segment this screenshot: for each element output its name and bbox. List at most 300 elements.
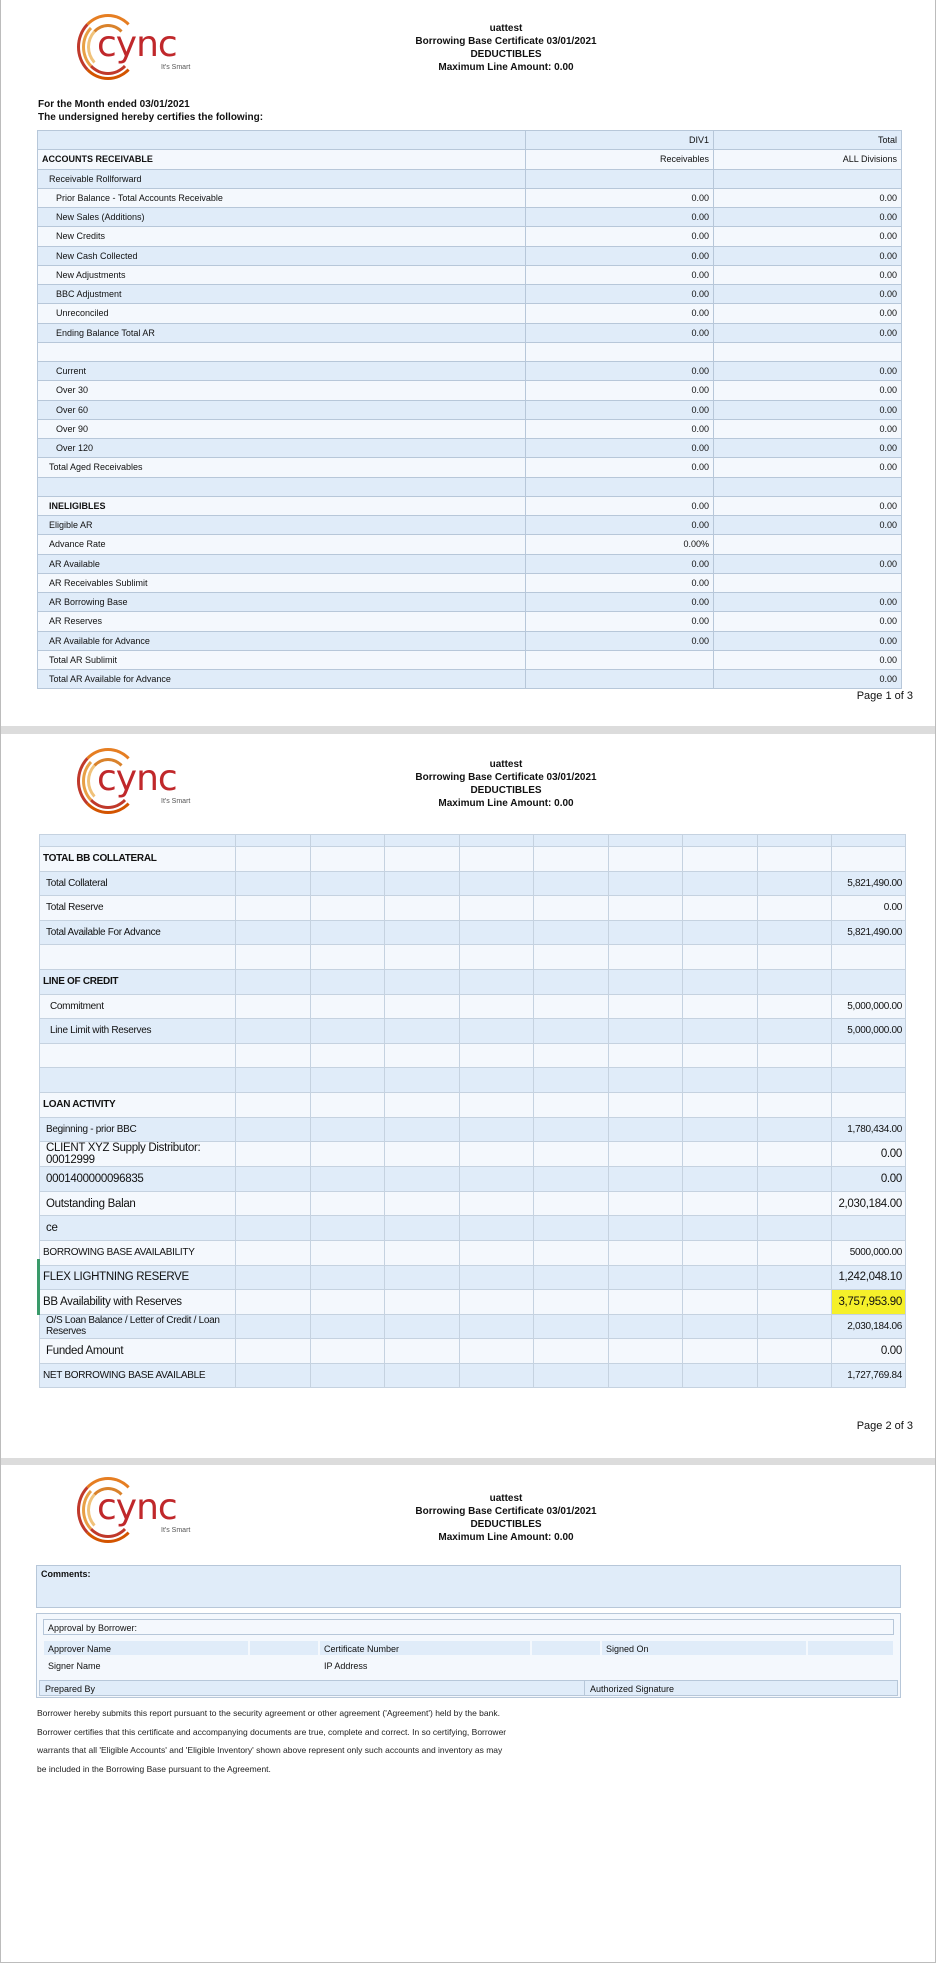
header-max-line: Maximum Line Amount: 0.00 [438, 1532, 574, 1543]
total-value [714, 573, 902, 592]
empty-cell [534, 1240, 609, 1265]
page-3 [1, 1465, 935, 1962]
table-row [38, 208, 902, 227]
empty-cell [385, 1092, 460, 1117]
empty-cell [534, 1363, 609, 1388]
empty-cell [310, 1092, 385, 1117]
logo-wordmark: cync [97, 24, 177, 65]
empty-cell [236, 896, 311, 921]
row-label: Over 60 [38, 400, 526, 419]
row-label: New Credits [38, 227, 526, 246]
empty-cell [310, 1339, 385, 1364]
empty-cell [683, 1068, 758, 1093]
empty-cell [385, 896, 460, 921]
row-label: NET BORROWING BASE AVAILABLE [40, 1363, 236, 1388]
empty-cell [683, 1339, 758, 1364]
row-label: ce [40, 1216, 236, 1241]
total-value: 0.00 [714, 496, 902, 515]
empty-cell [608, 871, 683, 896]
empty-cell [757, 1363, 832, 1388]
header-subtitle: DEDUCTIBLES [470, 785, 542, 796]
table-row [38, 458, 902, 477]
empty-cell [534, 1092, 609, 1117]
row-label: Receivable Rollforward [38, 169, 526, 188]
row-label: Over 90 [38, 419, 526, 438]
empty-cell [459, 847, 534, 872]
row-label: Total AR Sublimit [38, 650, 526, 669]
empty-cell [534, 847, 609, 872]
row-label: New Cash Collected [38, 246, 526, 265]
div1-value: 0.00 [526, 516, 714, 535]
row-value [832, 1216, 906, 1241]
row-label: BORROWING BASE AVAILABILITY [40, 1240, 236, 1265]
empty-cell [459, 994, 534, 1019]
empty-cell [608, 1339, 683, 1364]
row-label: LOAN ACTIVITY [40, 1092, 236, 1117]
row-label [40, 1068, 236, 1093]
empty-cell [385, 1314, 460, 1339]
total-value [714, 169, 902, 188]
row-value: 1,242,048.10 [832, 1265, 906, 1290]
signed-on-label: Signed On [601, 1640, 807, 1656]
div1-value: 0.00 [526, 285, 714, 304]
page-2 [1, 734, 935, 1458]
highlighted-value: 3,757,953.90 [832, 1290, 906, 1315]
prepared-by-row [39, 1680, 898, 1696]
empty-cell [757, 994, 832, 1019]
table-row [38, 496, 902, 515]
empty-cell [459, 1068, 534, 1093]
div1-value: 0.00 [526, 439, 714, 458]
empty-cell [534, 1068, 609, 1093]
empty-cell [534, 896, 609, 921]
empty-cell [310, 871, 385, 896]
certificate-header [331, 758, 681, 810]
signer-name-label: Signer Name [43, 1657, 249, 1673]
prepared-by-label: Prepared By [45, 1684, 96, 1694]
empty-cell [608, 1191, 683, 1216]
signed-on-value [807, 1640, 894, 1656]
row-value: 5,000,000.00 [832, 994, 906, 1019]
div1-value: 0.00 [526, 612, 714, 631]
empty-cell [608, 969, 683, 994]
empty-cell [757, 1167, 832, 1192]
row-value: 1,780,434.00 [832, 1117, 906, 1142]
table-row [38, 342, 902, 361]
empty-cell [236, 1216, 311, 1241]
empty-cell [236, 1265, 311, 1290]
empty-cell [683, 1363, 758, 1388]
table-row [40, 969, 906, 994]
certifies-text: The undersigned hereby certifies the following: [38, 112, 264, 123]
table-row [40, 871, 906, 896]
total-value [714, 477, 902, 496]
table-row [38, 285, 902, 304]
empty-cell [608, 1092, 683, 1117]
header-title: Borrowing Base Certificate 03/01/2021 [415, 36, 597, 47]
empty-cell [310, 920, 385, 945]
row-label: Total Collateral [40, 871, 236, 896]
empty-cell [608, 835, 683, 847]
authorized-signature-label: Authorized Signature [590, 1684, 675, 1694]
total-value: 0.00 [714, 458, 902, 477]
empty-cell [385, 1216, 460, 1241]
div1-value: 0.00 [526, 593, 714, 612]
empty-cell [683, 1314, 758, 1339]
total-value: 0.00 [714, 362, 902, 381]
empty-cell [459, 1240, 534, 1265]
total-value [714, 342, 902, 361]
row-value: 0.00 [832, 896, 906, 921]
empty-cell [683, 1216, 758, 1241]
row-label: ACCOUNTS RECEIVABLE [38, 150, 526, 169]
row-value: 0.00 [832, 1339, 906, 1364]
logo-wordmark: cync [97, 1487, 177, 1528]
empty-cell [534, 1019, 609, 1044]
empty-cell [459, 1314, 534, 1339]
row-label: Outstanding Balan [40, 1191, 236, 1216]
empty-cell [608, 1240, 683, 1265]
empty-cell [608, 1216, 683, 1241]
empty-cell [757, 1240, 832, 1265]
row-label: Eligible AR [38, 516, 526, 535]
empty-cell [757, 871, 832, 896]
table-row [38, 439, 902, 458]
total-value: 0.00 [714, 650, 902, 669]
empty-cell [534, 1167, 609, 1192]
empty-cell [757, 847, 832, 872]
empty-cell [310, 1216, 385, 1241]
empty-cell [534, 1117, 609, 1142]
row-label: Unreconciled [38, 304, 526, 323]
empty-cell [385, 1191, 460, 1216]
empty-cell [236, 969, 311, 994]
empty-cell [683, 847, 758, 872]
row-value: 5,000,000.00 [832, 1019, 906, 1044]
table-row [40, 1265, 906, 1290]
table-row [38, 323, 902, 342]
row-label: AR Available for Advance [38, 631, 526, 650]
empty-cell [757, 1339, 832, 1364]
header-subtitle: DEDUCTIBLES [470, 49, 542, 60]
table-row [40, 1240, 906, 1265]
row-label: Line Limit with Reserves [40, 1019, 236, 1044]
empty-cell [236, 1117, 311, 1142]
empty-cell [757, 1265, 832, 1290]
div1-value: 0.00 [526, 400, 714, 419]
div1-value: 0.00 [526, 188, 714, 207]
collateral-table [39, 834, 906, 1388]
table-row [38, 612, 902, 631]
comments-box[interactable] [36, 1565, 901, 1608]
table-row [38, 227, 902, 246]
legal-line: be included in the Borrowing Base pursuant to the Agreement. [37, 1763, 271, 1774]
row-label: Commitment [40, 994, 236, 1019]
empty-cell [459, 1290, 534, 1315]
div1-value: 0.00 [526, 554, 714, 573]
table-row [40, 1068, 906, 1093]
empty-cell [236, 945, 311, 970]
table-row [38, 265, 902, 284]
row-label: AR Reserves [38, 612, 526, 631]
empty-cell [683, 969, 758, 994]
row-label: O/S Loan Balance / Letter of Credit / Loan Reserves [40, 1314, 236, 1339]
empty-cell [385, 1117, 460, 1142]
month-ended: For the Month ended 03/01/2021 [38, 99, 190, 110]
empty-cell [459, 1216, 534, 1241]
empty-cell [236, 835, 311, 847]
empty-cell [683, 1043, 758, 1068]
approver-name-label: Approver Name [43, 1640, 249, 1656]
empty-cell [757, 1019, 832, 1044]
total-value: 0.00 [714, 593, 902, 612]
logo-wordmark: cync [97, 758, 177, 799]
total-value: 0.00 [714, 323, 902, 342]
table-row [40, 1216, 906, 1241]
header-user: uattest [489, 23, 523, 34]
empty-cell [385, 1240, 460, 1265]
empty-cell [310, 1019, 385, 1044]
div1-value [526, 342, 714, 361]
row-label: AR Borrowing Base [38, 593, 526, 612]
div1-value: Receivables [526, 150, 714, 169]
header-user: uattest [489, 759, 523, 770]
signer-name-value [249, 1657, 319, 1673]
total-value: 0.00 [714, 285, 902, 304]
div1-value: 0.00 [526, 246, 714, 265]
div1-value: 0.00 [526, 573, 714, 592]
empty-cell [236, 1043, 311, 1068]
empty-cell [757, 1290, 832, 1315]
empty-cell [683, 1265, 758, 1290]
row-value [832, 945, 906, 970]
div1-value: 0.00 [526, 227, 714, 246]
empty-cell [683, 896, 758, 921]
empty-cell [236, 871, 311, 896]
empty-cell [459, 1019, 534, 1044]
ip-address-value [531, 1657, 894, 1673]
empty-cell [608, 896, 683, 921]
row-label [38, 477, 526, 496]
approval-row-1 [43, 1640, 894, 1656]
table-row [40, 1092, 906, 1117]
table-row [40, 1290, 906, 1315]
total-value: 0.00 [714, 400, 902, 419]
empty-cell [757, 1191, 832, 1216]
row-label: 0001400000096835 [40, 1167, 236, 1192]
row-label [38, 342, 526, 361]
row-label: TOTAL BB COLLATERAL [40, 847, 236, 872]
row-marker [37, 1259, 40, 1315]
table-row [38, 150, 902, 169]
empty-cell [608, 1167, 683, 1192]
row-label: Over 120 [38, 439, 526, 458]
empty-cell [534, 835, 609, 847]
intro-text [38, 98, 263, 124]
div1-value: 0.00 [526, 631, 714, 650]
empty-cell [757, 896, 832, 921]
empty-cell [683, 1191, 758, 1216]
legal-line: Borrower certifies that this certificate and accompanying documents are true, complete and correct. In so certifying, Borrower [37, 1726, 507, 1737]
empty-cell [310, 1191, 385, 1216]
empty-cell [683, 871, 758, 896]
table-row [40, 1117, 906, 1142]
empty-cell [236, 1092, 311, 1117]
table-row [38, 477, 902, 496]
certificate-header [331, 1492, 681, 1544]
table-row [40, 945, 906, 970]
empty-cell [236, 994, 311, 1019]
empty-cell [310, 896, 385, 921]
total-value: 0.00 [714, 516, 902, 535]
empty-cell [534, 1265, 609, 1290]
table-row [40, 1043, 906, 1068]
empty-cell [385, 1339, 460, 1364]
row-label: Beginning - prior BBC [40, 1117, 236, 1142]
total-value: 0.00 [714, 554, 902, 573]
empty-cell [534, 871, 609, 896]
div1-value [526, 670, 714, 689]
table-row [38, 188, 902, 207]
total-value: 0.00 [714, 670, 902, 689]
empty-cell [236, 920, 311, 945]
empty-cell [757, 1216, 832, 1241]
row-value [832, 835, 906, 847]
empty-cell [534, 1043, 609, 1068]
empty-cell [310, 1043, 385, 1068]
table-row [40, 1339, 906, 1364]
row-label: New Sales (Additions) [38, 208, 526, 227]
empty-cell [608, 1290, 683, 1315]
empty-cell [385, 1043, 460, 1068]
empty-cell [236, 1240, 311, 1265]
empty-cell [385, 1290, 460, 1315]
certificate-number-label: Certificate Number [319, 1640, 531, 1656]
empty-cell [310, 835, 385, 847]
empty-cell [459, 896, 534, 921]
div1-value [526, 477, 714, 496]
table-row [38, 631, 902, 650]
table-row [40, 1142, 906, 1167]
empty-cell [683, 1240, 758, 1265]
div1-value: 0.00 [526, 496, 714, 515]
empty-cell [310, 994, 385, 1019]
row-label: AR Receivables Sublimit [38, 573, 526, 592]
table-row [38, 593, 902, 612]
empty-cell [459, 1167, 534, 1192]
empty-cell [236, 1142, 311, 1167]
row-label: Current [38, 362, 526, 381]
row-label: Advance Rate [38, 535, 526, 554]
empty-cell [608, 847, 683, 872]
table-row [40, 1363, 906, 1388]
div1-value [526, 650, 714, 669]
row-label: Prior Balance - Total Accounts Receivable [38, 188, 526, 207]
row-label: BBC Adjustment [38, 285, 526, 304]
empty-cell [757, 1068, 832, 1093]
empty-cell [236, 1290, 311, 1315]
empty-cell [608, 1117, 683, 1142]
table-row [38, 554, 902, 573]
empty-cell [459, 945, 534, 970]
legal-disclaimer [37, 1704, 557, 1778]
table-row [40, 994, 906, 1019]
table-row [38, 131, 902, 150]
div1-value [526, 169, 714, 188]
certificate-header [331, 22, 681, 74]
empty-cell [236, 1314, 311, 1339]
empty-cell [310, 1240, 385, 1265]
total-value: 0.00 [714, 612, 902, 631]
total-value: 0.00 [714, 265, 902, 284]
empty-cell [236, 1019, 311, 1044]
cync-logo [77, 12, 199, 84]
header-max-line: Maximum Line Amount: 0.00 [438, 62, 574, 73]
table-row [38, 573, 902, 592]
table-row [38, 535, 902, 554]
table-row [38, 650, 902, 669]
logo-tagline: It's Smart [161, 1527, 191, 1534]
row-label: Total AR Available for Advance [38, 670, 526, 689]
row-label [40, 1043, 236, 1068]
table-row [40, 1191, 906, 1216]
approval-section [36, 1613, 901, 1698]
table-row [40, 1019, 906, 1044]
header-subtitle: DEDUCTIBLES [470, 1519, 542, 1530]
total-value: ALL Divisions [714, 150, 902, 169]
header-title: Borrowing Base Certificate 03/01/2021 [415, 1506, 597, 1517]
div1-value: 0.00 [526, 381, 714, 400]
empty-cell [385, 1363, 460, 1388]
empty-cell [385, 1265, 460, 1290]
total-value: 0.00 [714, 227, 902, 246]
empty-cell [385, 920, 460, 945]
table-row [38, 246, 902, 265]
row-label: Over 30 [38, 381, 526, 400]
table-row [38, 400, 902, 419]
empty-cell [310, 945, 385, 970]
div1-value: 0.00 [526, 304, 714, 323]
empty-cell [310, 1290, 385, 1315]
empty-cell [385, 847, 460, 872]
empty-cell [236, 1339, 311, 1364]
empty-cell [608, 1363, 683, 1388]
logo-tagline: It's Smart [161, 64, 191, 71]
empty-cell [683, 835, 758, 847]
empty-cell [385, 1068, 460, 1093]
empty-cell [608, 994, 683, 1019]
empty-cell [459, 835, 534, 847]
div1-value: 0.00 [526, 323, 714, 342]
header-user: uattest [489, 1493, 523, 1504]
row-value: 0.00 [832, 1142, 906, 1167]
table-row [40, 1167, 906, 1192]
cync-logo [77, 1475, 199, 1547]
empty-cell [534, 1339, 609, 1364]
empty-cell [310, 1068, 385, 1093]
empty-cell [683, 1019, 758, 1044]
row-label [38, 131, 526, 150]
empty-cell [534, 969, 609, 994]
empty-cell [385, 835, 460, 847]
table-row [40, 847, 906, 872]
empty-cell [683, 1117, 758, 1142]
empty-cell [459, 1142, 534, 1167]
empty-cell [608, 1019, 683, 1044]
empty-cell [534, 1191, 609, 1216]
header-max-line: Maximum Line Amount: 0.00 [438, 798, 574, 809]
table-row [38, 419, 902, 438]
